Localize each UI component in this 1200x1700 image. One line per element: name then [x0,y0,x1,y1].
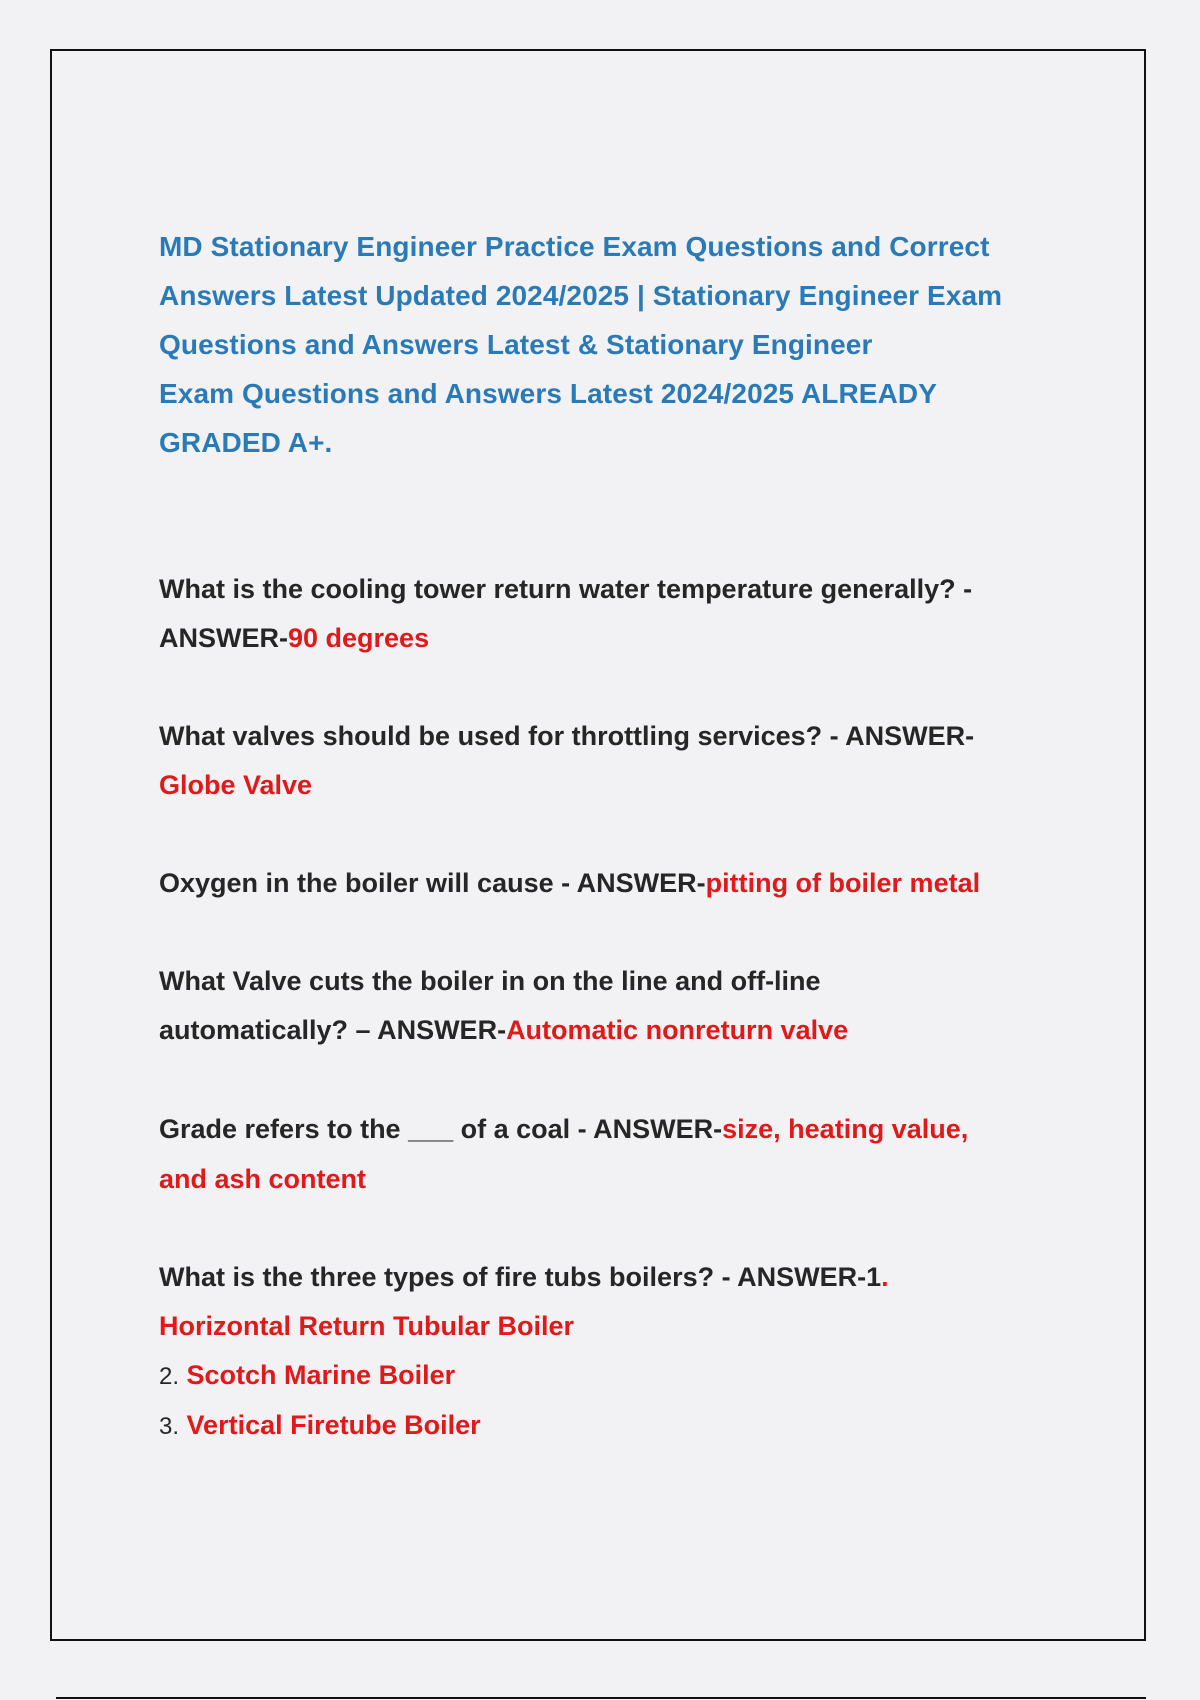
document-content [159,222,1039,1500]
answer-list-item [159,1401,1039,1451]
question-answer-line [159,614,1039,663]
answer-text: pitting of boiler metal [705,868,981,898]
title-line: Answers Latest Updated 2024/2025 | Stationary Engineer Exam [159,280,1003,311]
qa-item [159,1104,1039,1204]
question-text: Oxygen in the boiler will cause - ANSWER- [159,868,706,898]
list-number: 2. [159,1363,180,1390]
answer-list-item [159,1351,1039,1401]
question-text: ANSWER- [159,623,288,653]
title-line: GRADED A+. [159,427,333,458]
question-text: Grade refers to the ___ of a coal - ANSWER- [159,1114,723,1144]
title-line: Exam Questions and Answers Latest 2024/2025 ALREADY [159,378,937,409]
answer-text: Vertical Firetube Boiler [186,1410,481,1440]
question-answer-line [159,859,1039,908]
qa-item [159,712,1039,810]
question-answer-line [159,1104,1039,1154]
qa-item [159,1253,1039,1451]
answer-text: and ash content [159,1164,367,1194]
answer-list-item: Horizontal Return Tubular Boiler [159,1311,575,1341]
question-text: What Valve cuts the boiler in on the line and off-line [159,966,821,996]
answer-text: size, heating value, [722,1114,969,1144]
document-title [159,222,1039,467]
question-text: What is the three types of fire tubs boilers? - ANSWER-1 [159,1262,882,1292]
bottom-rule [56,1697,1146,1699]
list-number: 3. [159,1413,180,1440]
question-answer-line [159,1253,1039,1302]
answer-text: Scotch Marine Boiler [186,1360,456,1390]
qa-item [159,957,1039,1055]
question-text: What is the cooling tower return water temperature generally? - [159,574,973,604]
answer-text: 90 degrees [288,623,430,653]
answer-text: Automatic nonreturn valve [506,1015,849,1045]
question-text: What valves should be used for throttling services? - ANSWER- [159,721,975,751]
answer-text: Globe Valve [159,770,313,800]
qa-item [159,859,1039,908]
question-text: automatically? – ANSWER- [159,1015,507,1045]
title-line: Questions and Answers Latest & Stationary Engineer [159,329,873,360]
qa-list [159,565,1039,1451]
question-answer-line [159,1006,1039,1055]
title-line: MD Stationary Engineer Practice Exam Questions and Correct [159,231,990,262]
qa-item [159,565,1039,663]
answer-text: . [881,1262,889,1292]
